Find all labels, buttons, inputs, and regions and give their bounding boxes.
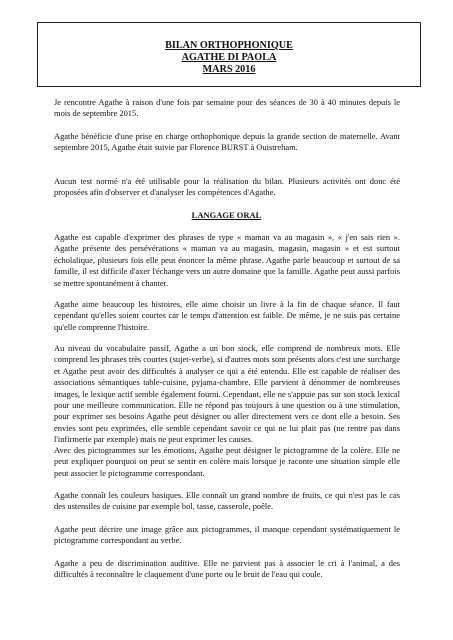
title-box bbox=[37, 22, 421, 87]
paragraph-vocabulary: Au niveau du vocabulaire passif, Agathe a un bon stock, elle comprend de nombreux mots. Elle comprend les phrases très courtes (sujet-verbe), si d'autres mots sont présents alors c'est une surcharge et Agathe peut avoir des difficultés à analyser ce qui a été entendu. Elle est capable de réaliser des associations sémantiques table-cuisine, pyjama-chambre. Elle parvient à dénommer de nombreuses images, le lexique actif semble également fourni. Cependant, elle ne s'appuie pas sur son stock lexical pour une meilleure communication. Elle ne répond pas toujours à une question ou à une stimulation, pour exprimer ses besoins Agathe peut désigner ou aller directement vers ce dont elle a besoin. Ses envies sont peu exprimées, elle semble cependant savoir ce qui ne lui plait pas (ne rentre pas dans l'infirmerie par exemple) mais ne peut exprimer les causes. bbox=[54, 343, 400, 445]
paragraph-colors: Agathe connaît les couleurs basiques. Elle connaît un grand nombre de fruits, ce qui n'est pas le cas des ustensiles de cuisine par exemple bol, tasse, casserole, poêle. bbox=[54, 490, 400, 512]
report-title: BILAN ORTHOPHONIQUE bbox=[165, 40, 293, 51]
report-date: MARS 2016 bbox=[202, 64, 256, 75]
patient-name: AGATHE DI PAOLA bbox=[181, 52, 277, 63]
paragraph-method: Aucun test normé n'a été utilisable pour la réalisation du bilan. Plusieurs activités ont donc été proposées afin d'observer et d'analyser les compétences d'Agathe. bbox=[54, 176, 400, 198]
paragraph-auditory: Agathe a peu de discrimination auditive. Elle ne parvient pas à associer le cri à l'animal, a des difficultés à reconnaître le claquement d'une porte ou le bruit de l'eau qui coule. bbox=[54, 558, 400, 580]
paragraph-history: Agathe bénéficie d'une prise en charge orthophonique depuis la grande section de maternelle. Avant septembre 2015, Agathe était suivie par Florence BURST à Ouistreham. bbox=[54, 131, 400, 153]
paragraph-description: Agathe peut décrire une image grâce aux pictogrammes, il manque cependant systématiquement le pictogramme correspondant au verbe. bbox=[54, 524, 400, 546]
paragraph-emotions: Avec des pictogrammes sur les émotions, Agathe peut désigner le pictogramme de la colère. Elle ne peut expliquer pourquoi on peut se sentir en colère mais lorsque je raconte une situation simple elle peut associer le pictogramme correspondant. bbox=[54, 445, 400, 478]
paragraph-stories: Agathe aime beaucoup les histoires, elle aime choisir un livre à la fin de chaque séance. Il faut cependant qu'elles soient courtes car le temps d'attention est faible. De même, je ne suis pas certaine qu'elle comprenne l'histoire. bbox=[54, 299, 400, 332]
section-heading: LANGAGE ORAL bbox=[191, 210, 262, 220]
paragraph-intro: Je rencontre Agathe à raison d'une fois par semaine pour des séances de 30 à 40 minutes depuis le mois de septembre 2015. bbox=[54, 97, 400, 119]
paragraph-expression: Agathe est capable d'exprimer des phrases de type « maman va au magasin », « j'en sais rien ». Agathe présente des persévérations « maman va au magasin, magasin, magasin » et est surtout écholalique, plusieurs fois elle peut énoncer la même phrase. Agathe parle beaucoup et surtout de sa famille, il est difficile d'axer l'échange vers un autre domaine que la famille. Agathe peut aussi parfois se mettre spontanément à chanter. bbox=[54, 232, 400, 288]
